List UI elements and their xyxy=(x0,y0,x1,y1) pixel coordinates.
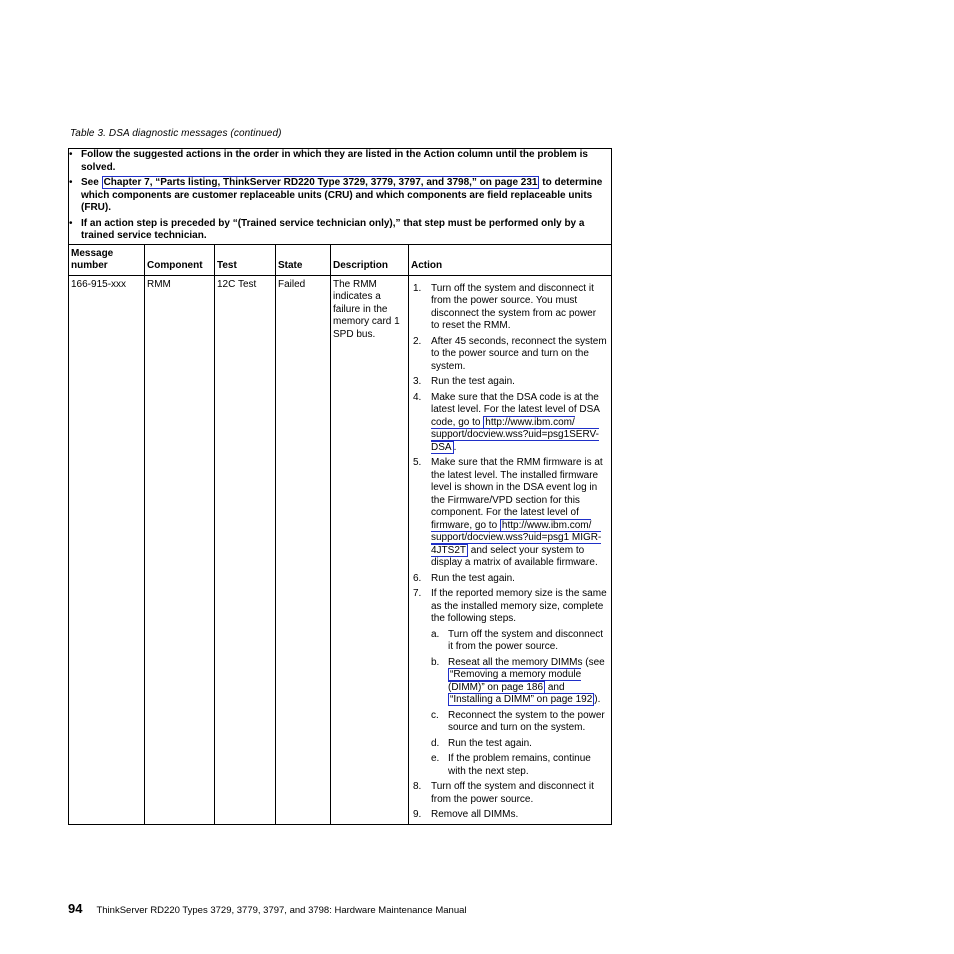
header-description: Description xyxy=(331,244,409,275)
note-item xyxy=(69,218,611,243)
rmm-firmware-link[interactable]: http://www.ibm.com/ support/docview.wss?uid=psg1 MIGR-4JTS2T xyxy=(431,519,602,556)
header-state: State xyxy=(276,244,331,275)
table-notes xyxy=(69,149,612,245)
page-number: 94 xyxy=(68,901,83,916)
note-text: Follow the suggested actions in the order in which they are listed in the Action column until the problem is solved. xyxy=(81,149,588,173)
dsa-messages-table xyxy=(68,148,612,825)
bullet-icon: • xyxy=(69,217,73,229)
action-step: 5. Make sure that the RMM firmware is at the latest level. The installed firmware level is shown in the DSA event log in the Firmware/VPD section for this component. For the latest level of firmware, go to http://www.ibm.com/ support/docview.wss?uid=psg1 MIGR-4JTS2T and select your system to display a matrix of available firmware. xyxy=(413,457,603,568)
cell-action xyxy=(409,275,612,824)
cell-message-number: 166-915-xxx xyxy=(69,275,145,824)
table-header-row xyxy=(69,244,612,275)
dsa-code-link[interactable]: http://www.ibm.com/ support/docview.wss?uid=psg1SERV-DSA xyxy=(431,416,599,453)
note-text: See xyxy=(81,177,102,188)
action-step: 3. Run the test again. xyxy=(413,376,515,387)
action-step: 8. Turn off the system and disconnect it from the power source. xyxy=(413,781,594,805)
action-step: 6. Run the test again. xyxy=(413,572,515,584)
action-step: 4. Make sure that the DSA code is at the latest level. For the latest level of DSA code, go to http://www.ibm.com/ support/docview.wss?uid=psg1SERV-DSA . xyxy=(413,391,600,453)
cell-component: RMM xyxy=(145,275,215,824)
cell-state: Failed xyxy=(276,275,331,824)
action-step: 7. If the reported memory size is the same as the installed memory size, complete the following steps. xyxy=(413,588,607,624)
manual-title: ThinkServer RD220 Types 3729, 3779, 3797, and 3798: Hardware Maintenance Manual xyxy=(96,905,467,916)
table-row xyxy=(69,275,612,824)
table-caption: Table 3. DSA diagnostic messages (continued) xyxy=(70,128,282,139)
action-substep: c. Reconnect the system to the power source and turn on the system. xyxy=(431,709,605,733)
page-footer xyxy=(68,901,467,916)
action-step: 9. Remove all DIMMs. xyxy=(413,809,519,820)
action-step: 2. After 45 seconds, reconnect the system to the power source and turn on the system. xyxy=(413,335,607,372)
note-text: If an action step is preceded by “(Trained service technician only),” that step must be performed only by a trained service technician. xyxy=(81,217,585,241)
action-substep: e. If the problem remains, continue with the next step. xyxy=(431,753,591,777)
header-action: Action xyxy=(409,244,612,275)
action-substep: a. Turn off the system and disconnect it from the power source. xyxy=(431,628,604,652)
action-substep: d. Run the test again. xyxy=(431,737,532,749)
note-item xyxy=(69,177,611,215)
header-component: Component xyxy=(145,244,215,275)
note-item xyxy=(69,149,611,174)
parts-listing-link[interactable]: Chapter 7, “Parts listing, ThinkServer RD220 Type 3729, 3779, 3797, and 3798,” on page 231 xyxy=(103,177,538,188)
header-message-number: Message number xyxy=(69,244,145,275)
action-step: 1. Turn off the system and disconnect it from the power source. You must disconnect the system from ac power to reset the RMM. xyxy=(413,282,597,331)
cell-test: 12C Test xyxy=(215,275,276,824)
note-text: to determine which components are customer replaceable units (CRU) and which components are field replaceable units (FRU). xyxy=(81,177,603,213)
cell-description: The RMM indicates a failure in the memory card 1 SPD bus. xyxy=(331,275,409,824)
bullet-icon: • xyxy=(69,149,73,160)
action-substep: b. Reseat all the memory DIMMs (see “Removing a memory module (DIMM)” on page 186 and “Installing a DIMM” on page 192 ). xyxy=(431,656,605,705)
header-test: Test xyxy=(215,244,276,275)
installing-dimm-link[interactable]: “Installing a DIMM” on page 192 xyxy=(450,694,593,705)
removing-memory-module-link[interactable]: “Removing a memory module (DIMM)” on page 186 xyxy=(448,669,582,693)
bullet-icon: • xyxy=(69,177,73,188)
